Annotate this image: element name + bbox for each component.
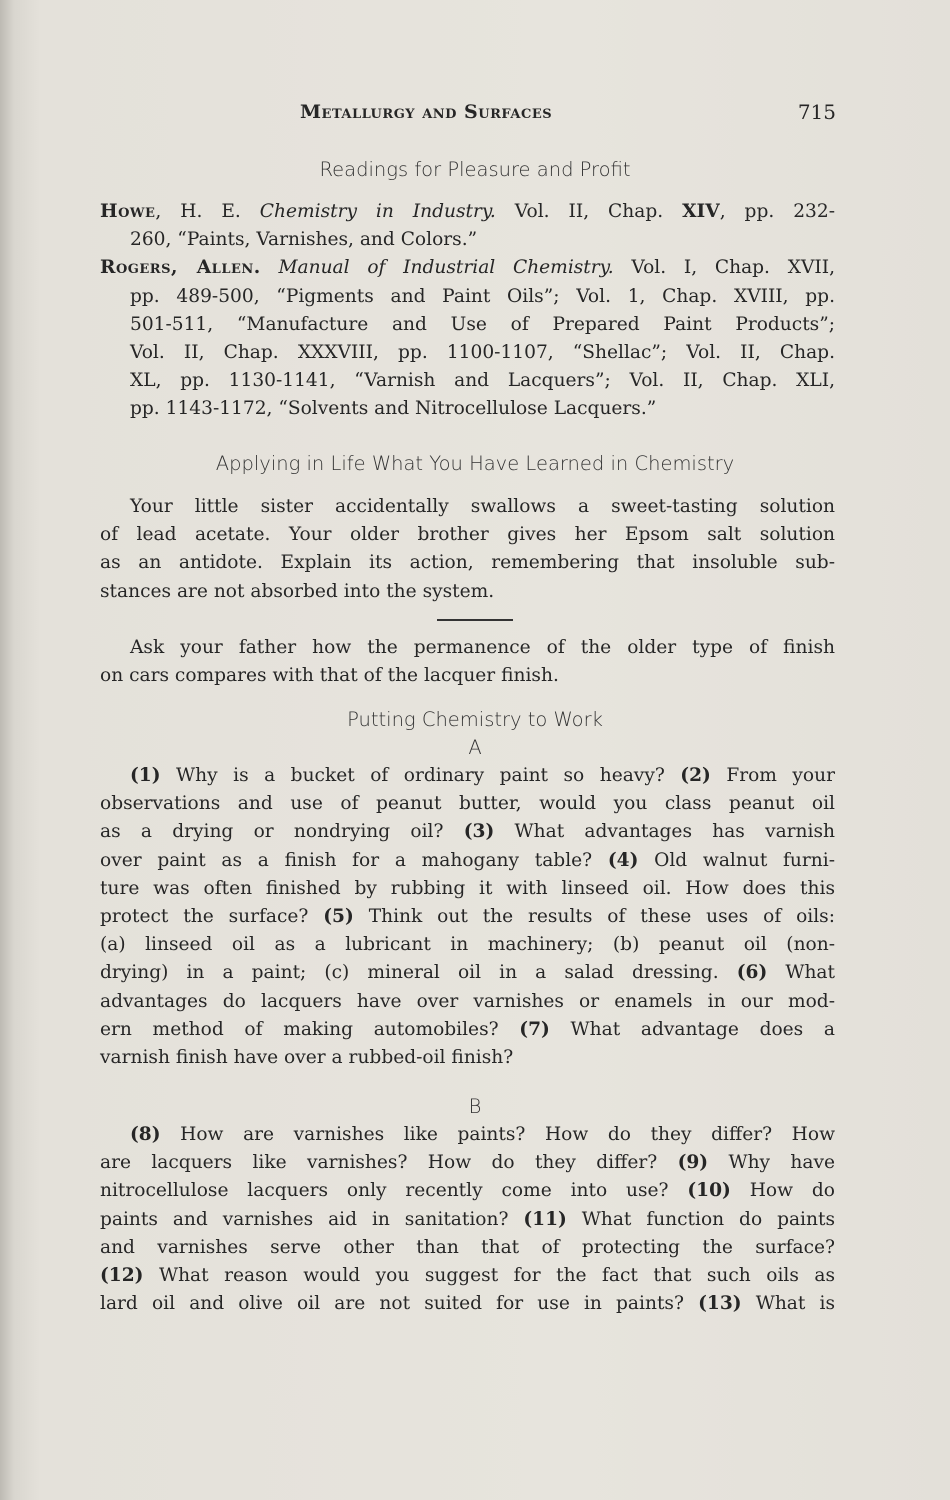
- text-line: [100, 790, 835, 818]
- text-line: [130, 493, 835, 521]
- question-number: (1): [130, 765, 161, 786]
- text-span: [261, 257, 279, 278]
- text-span: What is: [741, 1293, 835, 1315]
- book-title: Chemistry in Industry.: [259, 201, 496, 222]
- text-span: (a) linseed oil as a lubricant in machinery; (b) peanut oil (non-: [100, 934, 835, 956]
- text-span: From your: [710, 765, 835, 786]
- text-span: 501-511, “Manufacture and Use of Prepared Paint Products”;: [130, 313, 835, 335]
- text-line: [100, 1016, 835, 1044]
- text-span: Your little sister accidentally swallows a sweet-tasting solution: [130, 496, 835, 517]
- text-line: [100, 988, 835, 1016]
- text-span: are lacquers like varnishes? How do they differ?: [100, 1152, 678, 1174]
- text-line: [130, 283, 835, 311]
- readings-heading: Readings for Pleasure and Profit: [319, 158, 631, 181]
- text-span: paints and varnishes aid in sanitation?: [100, 1208, 524, 1230]
- question-number: XIV: [682, 201, 720, 222]
- text-span: as an antidote. Explain its action, remembering that insoluble sub-: [100, 552, 835, 574]
- section-a-label: A: [468, 736, 482, 759]
- text-span: How do: [730, 1180, 835, 1202]
- text-line: [130, 395, 835, 423]
- question-number: (5): [323, 906, 354, 927]
- applying-heading: Applying in Life What You Have Learned in Chemistry: [215, 452, 735, 475]
- question-number: (4): [607, 849, 639, 871]
- text-span: of lead acetate. Your older brother gives her Epsom salt solution: [100, 524, 835, 546]
- author-name: Howe: [100, 201, 156, 222]
- text-span: Vol. II, Chap. XXXVIII, pp. 1100-1107, “Shellac”; Vol. II, Chap.: [130, 342, 835, 363]
- text-line: [100, 818, 835, 846]
- text-span: XL, pp. 1130-1141, “Varnish and Lacquers”; Vol. II, Chap. XLI,: [130, 370, 835, 392]
- text-line: [100, 875, 835, 903]
- text-span: What advantages has varnish: [494, 821, 835, 843]
- text-span: observations and use of peanut butter, would you class peanut oil: [100, 793, 835, 815]
- text-span: and varnishes serve other than that of protecting the surface?: [100, 1236, 835, 1258]
- text-span: What: [767, 962, 835, 984]
- text-span: What reason would you suggest for the fact that such oils as: [143, 1265, 835, 1286]
- text-span: ture was often finished by rubbing it with linseed oil. How does this: [100, 877, 835, 899]
- text-line: [100, 847, 835, 875]
- question-number: (11): [523, 1208, 567, 1230]
- text-line: [100, 959, 835, 987]
- text-span: protect the surface?: [100, 906, 324, 927]
- text-span: Why have: [708, 1152, 835, 1174]
- text-span: , pp. 232-: [719, 201, 835, 222]
- question-number: (10): [687, 1180, 731, 1202]
- text-line: [100, 578, 835, 606]
- section-b-label: B: [468, 1095, 482, 1118]
- text-line: [100, 1262, 835, 1290]
- text-span: pp. 489-500, “Pigments and Paint Oils”; Vol. 1, Chap. XVIII, pp.: [130, 285, 835, 307]
- text-span: 260, “Paints, Varnishes, and Colors.”: [130, 229, 478, 251]
- book-title: Manual of Industrial Chemistry.: [278, 257, 614, 279]
- question-number: (3): [463, 821, 495, 843]
- question-number: (8): [130, 1124, 161, 1145]
- text-span: ern method of making automobiles?: [100, 1018, 520, 1040]
- text-line: [100, 662, 835, 690]
- question-number: (12): [100, 1265, 144, 1286]
- question-number: (9): [677, 1152, 709, 1174]
- running-title: Metallurgy and Surfaces: [300, 101, 553, 123]
- text-line: [100, 549, 835, 577]
- text-span: on cars compares with that of the lacquer finish.: [100, 665, 559, 687]
- text-span: nitrocellulose lacquers only recently come into use?: [100, 1180, 688, 1202]
- text-line: [130, 339, 835, 367]
- text-span: Why is a bucket of ordinary paint so heavy?: [160, 765, 681, 786]
- text-span: , H. E.: [155, 201, 260, 222]
- text-span: Vol. II, Chap.: [495, 201, 683, 222]
- text-span: varnish finish have over a rubbed-oil finish?: [100, 1047, 514, 1068]
- text-line: [100, 931, 835, 959]
- text-line: [100, 1234, 835, 1262]
- text-span: Ask your father how the permanence of the older type of finish: [130, 637, 835, 658]
- section-divider: [437, 619, 513, 621]
- text-line: [130, 226, 835, 254]
- text-span: advantages do lacquers have over varnishes or enamels in our mod-: [100, 990, 835, 1012]
- text-line: [130, 634, 835, 662]
- text-line: [100, 1206, 835, 1234]
- text-line: [100, 903, 835, 931]
- text-span: lard oil and olive oil are not suited for use in paints?: [100, 1293, 699, 1315]
- text-span: How are varnishes like paints? How do they differ? How: [160, 1124, 835, 1145]
- page-number: 715: [797, 100, 836, 124]
- text-line: [130, 762, 835, 790]
- text-span: What function do paints: [566, 1208, 835, 1230]
- text-line: [100, 198, 835, 226]
- text-line: [100, 1149, 835, 1177]
- text-span: as a drying or nondrying oil?: [100, 821, 464, 843]
- question-number: (6): [736, 962, 768, 984]
- text-span: pp. 1143-1172, “Solvents and Nitrocellulose Lacquers.”: [130, 398, 657, 420]
- text-span: stances are not absorbed into the system.: [100, 580, 495, 602]
- text-span: Vol. I, Chap. XVII,: [613, 257, 835, 279]
- text-span: drying) in a paint; (c) mineral oil in a salad dressing.: [100, 962, 737, 984]
- text-line: [100, 1177, 835, 1205]
- text-span: Think out the results of these uses of oils:: [353, 906, 835, 927]
- text-line: [100, 1044, 835, 1072]
- text-line: [100, 1290, 835, 1318]
- text-span: Old walnut furni-: [638, 849, 835, 871]
- text-line: [100, 521, 835, 549]
- question-number: (13): [698, 1293, 742, 1315]
- text-span: over paint as a finish for a mahogany table?: [100, 849, 608, 871]
- question-number: (2): [680, 765, 711, 786]
- text-line: [100, 254, 835, 282]
- text-line: [130, 1121, 835, 1149]
- text-line: [130, 311, 835, 339]
- text-line: [130, 367, 835, 395]
- question-number: (7): [519, 1018, 550, 1040]
- putting-heading: Putting Chemistry to Work: [347, 708, 603, 731]
- text-span: What advantage does a: [549, 1018, 835, 1040]
- author-name: Rogers, Allen.: [100, 257, 261, 279]
